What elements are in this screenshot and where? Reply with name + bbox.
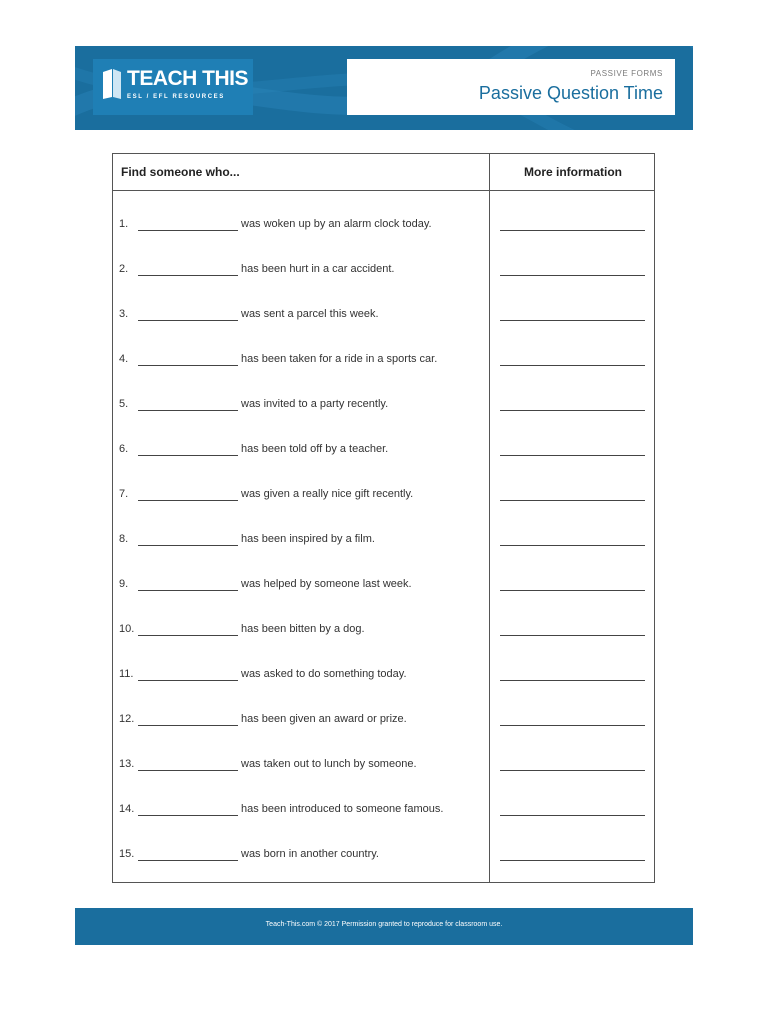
row-prompt: has been bitten by a dog. xyxy=(241,623,365,635)
table-row xyxy=(113,531,654,551)
footer-copyright: Teach-This.com © 2017 Permission granted to reproduce for classroom use. xyxy=(265,921,503,928)
row-prompt: was asked to do something today. xyxy=(241,668,407,680)
row-number: 11. xyxy=(119,668,134,680)
table-row xyxy=(113,306,654,326)
row-prompt: has been told off by a teacher. xyxy=(241,443,389,455)
row-prompt: was invited to a party recently. xyxy=(241,398,389,410)
table-row xyxy=(113,621,654,641)
table-row xyxy=(113,261,654,281)
footer-band xyxy=(75,908,693,945)
table-row xyxy=(113,216,654,236)
row-number: 9. xyxy=(119,578,129,590)
info-blank-line[interactable] xyxy=(500,230,645,231)
info-blank-line[interactable] xyxy=(500,770,645,771)
row-prompt: has been inspired by a film. xyxy=(241,533,375,545)
row-number: 15. xyxy=(119,848,135,860)
table-row xyxy=(113,711,654,731)
info-blank-line[interactable] xyxy=(500,545,645,546)
worksheet-kicker: PASSIVE FORMS xyxy=(590,69,663,78)
name-blank-line[interactable] xyxy=(138,500,238,501)
logo xyxy=(93,59,253,115)
row-prompt: has been introduced to someone famous. xyxy=(241,803,444,815)
table-row xyxy=(113,351,654,371)
title-box xyxy=(347,59,675,115)
name-blank-line[interactable] xyxy=(138,770,238,771)
column-header-info: More information xyxy=(524,165,622,179)
row-number: 12. xyxy=(119,713,135,725)
info-blank-line[interactable] xyxy=(500,815,645,816)
info-blank-line[interactable] xyxy=(500,455,645,456)
row-prompt: was woken up by an alarm clock today. xyxy=(241,218,432,230)
row-number: 13. xyxy=(119,758,135,770)
header-band xyxy=(75,46,693,130)
row-number: 5. xyxy=(119,398,129,410)
row-number: 4. xyxy=(119,353,129,365)
row-number: 8. xyxy=(119,533,129,545)
table-row xyxy=(113,396,654,416)
row-prompt: was born in another country. xyxy=(241,848,379,860)
row-number: 7. xyxy=(119,488,129,500)
name-blank-line[interactable] xyxy=(138,275,238,276)
info-blank-line[interactable] xyxy=(500,680,645,681)
info-blank-line[interactable] xyxy=(500,500,645,501)
name-blank-line[interactable] xyxy=(138,230,238,231)
row-number: 3. xyxy=(119,308,129,320)
row-prompt: was sent a parcel this week. xyxy=(241,308,379,320)
worksheet-table xyxy=(112,153,655,883)
info-blank-line[interactable] xyxy=(500,320,645,321)
info-blank-line[interactable] xyxy=(500,275,645,276)
table-row xyxy=(113,486,654,506)
name-blank-line[interactable] xyxy=(138,860,238,861)
logo-text: TEACH THIS xyxy=(127,67,248,90)
logo-subtitle: ESL / EFL RESOURCES xyxy=(127,94,225,100)
table-row xyxy=(113,576,654,596)
table-row xyxy=(113,441,654,461)
row-number: 2. xyxy=(119,263,129,275)
info-blank-line[interactable] xyxy=(500,590,645,591)
row-number: 14. xyxy=(119,803,135,815)
name-blank-line[interactable] xyxy=(138,590,238,591)
row-number: 10. xyxy=(119,623,135,635)
info-blank-line[interactable] xyxy=(500,725,645,726)
table-row xyxy=(113,666,654,686)
info-blank-line[interactable] xyxy=(500,410,645,411)
name-blank-line[interactable] xyxy=(138,725,238,726)
name-blank-line[interactable] xyxy=(138,815,238,816)
name-blank-line[interactable] xyxy=(138,455,238,456)
row-prompt: was helped by someone last week. xyxy=(241,578,412,590)
name-blank-line[interactable] xyxy=(138,365,238,366)
table-row xyxy=(113,801,654,821)
table-row xyxy=(113,846,654,866)
book-icon xyxy=(101,68,123,100)
table-row xyxy=(113,756,654,776)
name-blank-line[interactable] xyxy=(138,680,238,681)
row-number: 6. xyxy=(119,443,129,455)
row-prompt: has been given an award or prize. xyxy=(241,713,407,725)
row-prompt: was taken out to lunch by someone. xyxy=(241,758,417,770)
name-blank-line[interactable] xyxy=(138,635,238,636)
row-prompt: was given a really nice gift recently. xyxy=(241,488,414,500)
info-blank-line[interactable] xyxy=(500,635,645,636)
row-number: 1. xyxy=(119,218,129,230)
row-prompt: has been taken for a ride in a sports car. xyxy=(241,353,438,365)
name-blank-line[interactable] xyxy=(138,545,238,546)
info-blank-line[interactable] xyxy=(500,860,645,861)
name-blank-line[interactable] xyxy=(138,410,238,411)
column-header-find: Find someone who... xyxy=(121,165,240,179)
worksheet-title: Passive Question Time xyxy=(478,83,663,103)
row-prompt: has been hurt in a car accident. xyxy=(241,263,395,275)
name-blank-line[interactable] xyxy=(138,320,238,321)
header-rule xyxy=(113,190,654,191)
info-blank-line[interactable] xyxy=(500,365,645,366)
